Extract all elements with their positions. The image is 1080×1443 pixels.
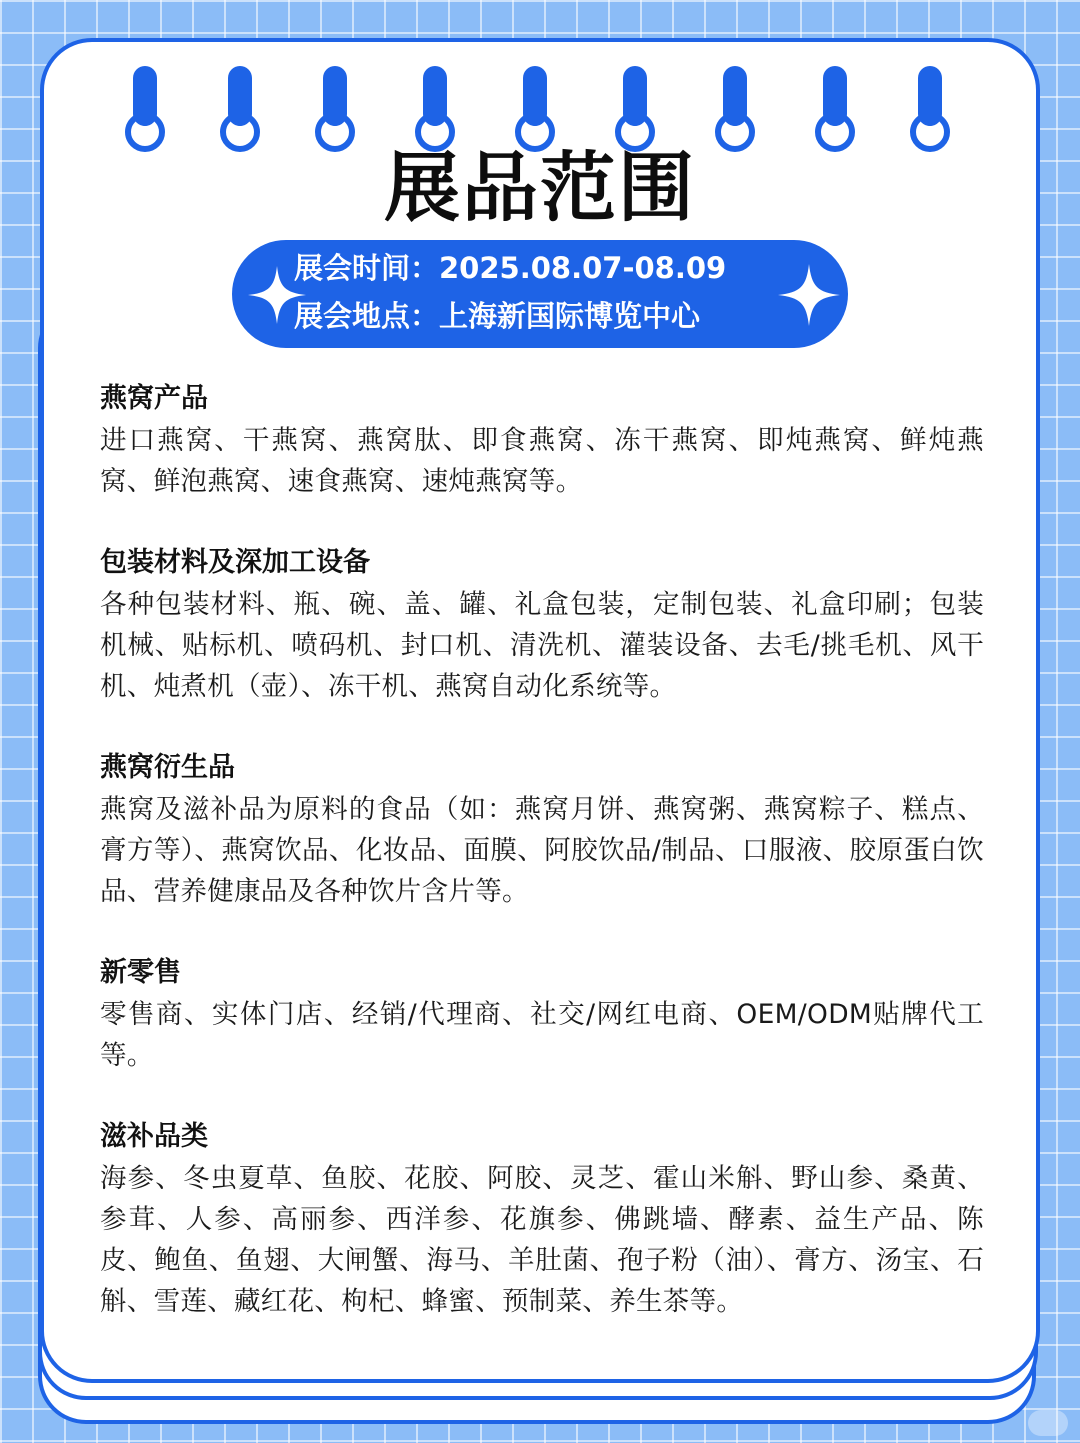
category-section [100,747,984,912]
exhibit-categories [100,378,984,1362]
category-title: 包装材料及深加工设备 [100,547,370,578]
category-title: 新零售 [100,957,181,988]
category-body: 零售商、实体门店、经销/代理商、社交/网红电商、OEM/ODM贴牌代工等。 [100,999,984,1071]
event-location: 展会地点：上海新国际博览中心 [294,299,701,333]
event-info-banner [232,240,848,348]
sparkle-icon [778,264,840,326]
category-section [100,542,984,707]
category-body: 进口燕窝、干燕窝、燕窝肽、即食燕窝、冻干燕窝、即炖燕窝、鲜炖燕窝、鲜泡燕窝、速食燕窝、速炖燕窝等。 [100,425,984,497]
category-section [100,1116,984,1322]
category-section [100,378,984,502]
category-title: 滋补品类 [100,1121,208,1152]
category-section [100,952,984,1076]
category-title: 燕窝产品 [100,383,208,414]
event-date: 展会时间：2025.08.07-08.09 [294,251,727,285]
category-title: 燕窝衍生品 [100,752,235,783]
page-title: 展品范围 [384,143,696,232]
category-body: 燕窝及滋补品为原料的食品（如：燕窝月饼、燕窝粥、燕窝粽子、糕点、膏方等）、燕窝饮品、化妆品、面膜、阿胶饮品/制品、口服液、胶原蛋白饮品、营养健康品及各种饮片含片等。 [100,794,984,907]
category-body: 海参、冬虫夏草、鱼胶、花胶、阿胶、灵芝、霍山米斛、野山参、桑黄、参茸、人参、高丽参、西洋参、花旗参、佛跳墙、酵素、益生产品、陈皮、鲍鱼、鱼翅、大闸蟹、海马、羊肚菌、孢子粉（油）、膏方、汤宝、石斛、雪莲、藏红花、枸杞、蜂蜜、预制菜、养生茶等。 [100,1163,984,1317]
watermark [1028,1410,1068,1436]
category-body: 各种包装材料、瓶、碗、盖、罐、礼盒包装，定制包装、礼盒印刷；包装机械、贴标机、喷码机、封口机、清洗机、灌装设备、去毛/挑毛机、风干机、炖煮机（壶）、冻干机、燕窝自动化系统等。 [100,589,984,702]
